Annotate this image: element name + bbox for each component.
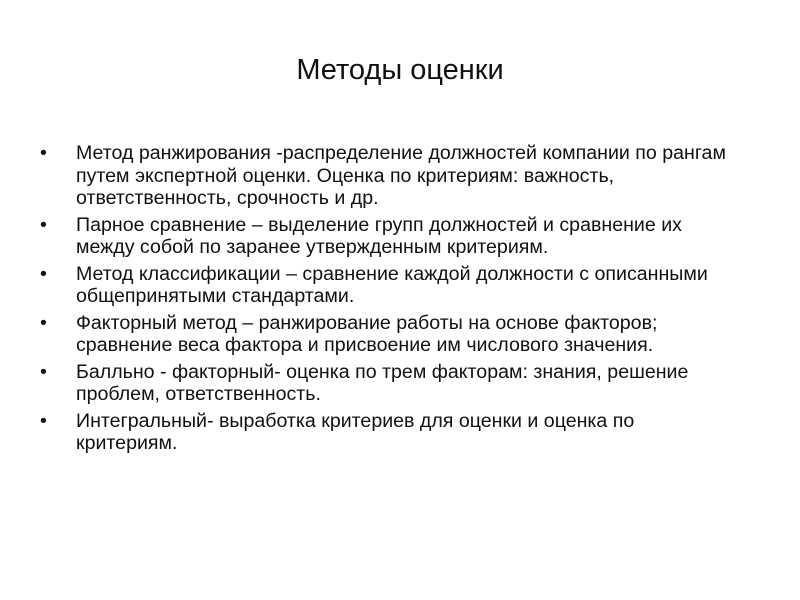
bullet-icon: • (40, 311, 47, 334)
bullet-icon: • (40, 213, 47, 236)
list-item (40, 361, 740, 406)
bullet-icon: • (40, 360, 47, 383)
list-item (40, 263, 740, 308)
bullet-list (40, 142, 740, 459)
bullet-icon: • (40, 409, 47, 432)
list-item (40, 214, 740, 259)
list-item (40, 410, 740, 455)
list-item (40, 312, 740, 357)
list-item-text: Метод классификации – сравнение каждой должности с описанными общепринятыми стандартами. (76, 262, 708, 307)
list-item-text: Метод ранжирования -распределение должностей компании по рангам путем экспертной оценки. Оценка по критериям: важность, ответственность, срочность и др. (76, 142, 726, 209)
bullet-icon: • (40, 142, 47, 164)
list-item-text: Факторный метод – ранжирование работы на основе факторов; сравнение веса фактора и присвоение им числового значения. (76, 311, 658, 356)
list-item-text: Интегральный- выработка критериев для оценки и оценка по критериям. (76, 409, 635, 454)
list-item-text: Парное сравнение – выделение групп должностей и сравнение их между собой по заранее утвержденным критериям. (76, 213, 682, 258)
slide-title: Методы оценки (296, 54, 504, 86)
list-item (40, 142, 740, 210)
bullet-icon: • (40, 262, 47, 285)
list-item-text: Балльно - факторный- оценка по трем факторам: знания, решение проблем, ответственность. (76, 360, 689, 405)
